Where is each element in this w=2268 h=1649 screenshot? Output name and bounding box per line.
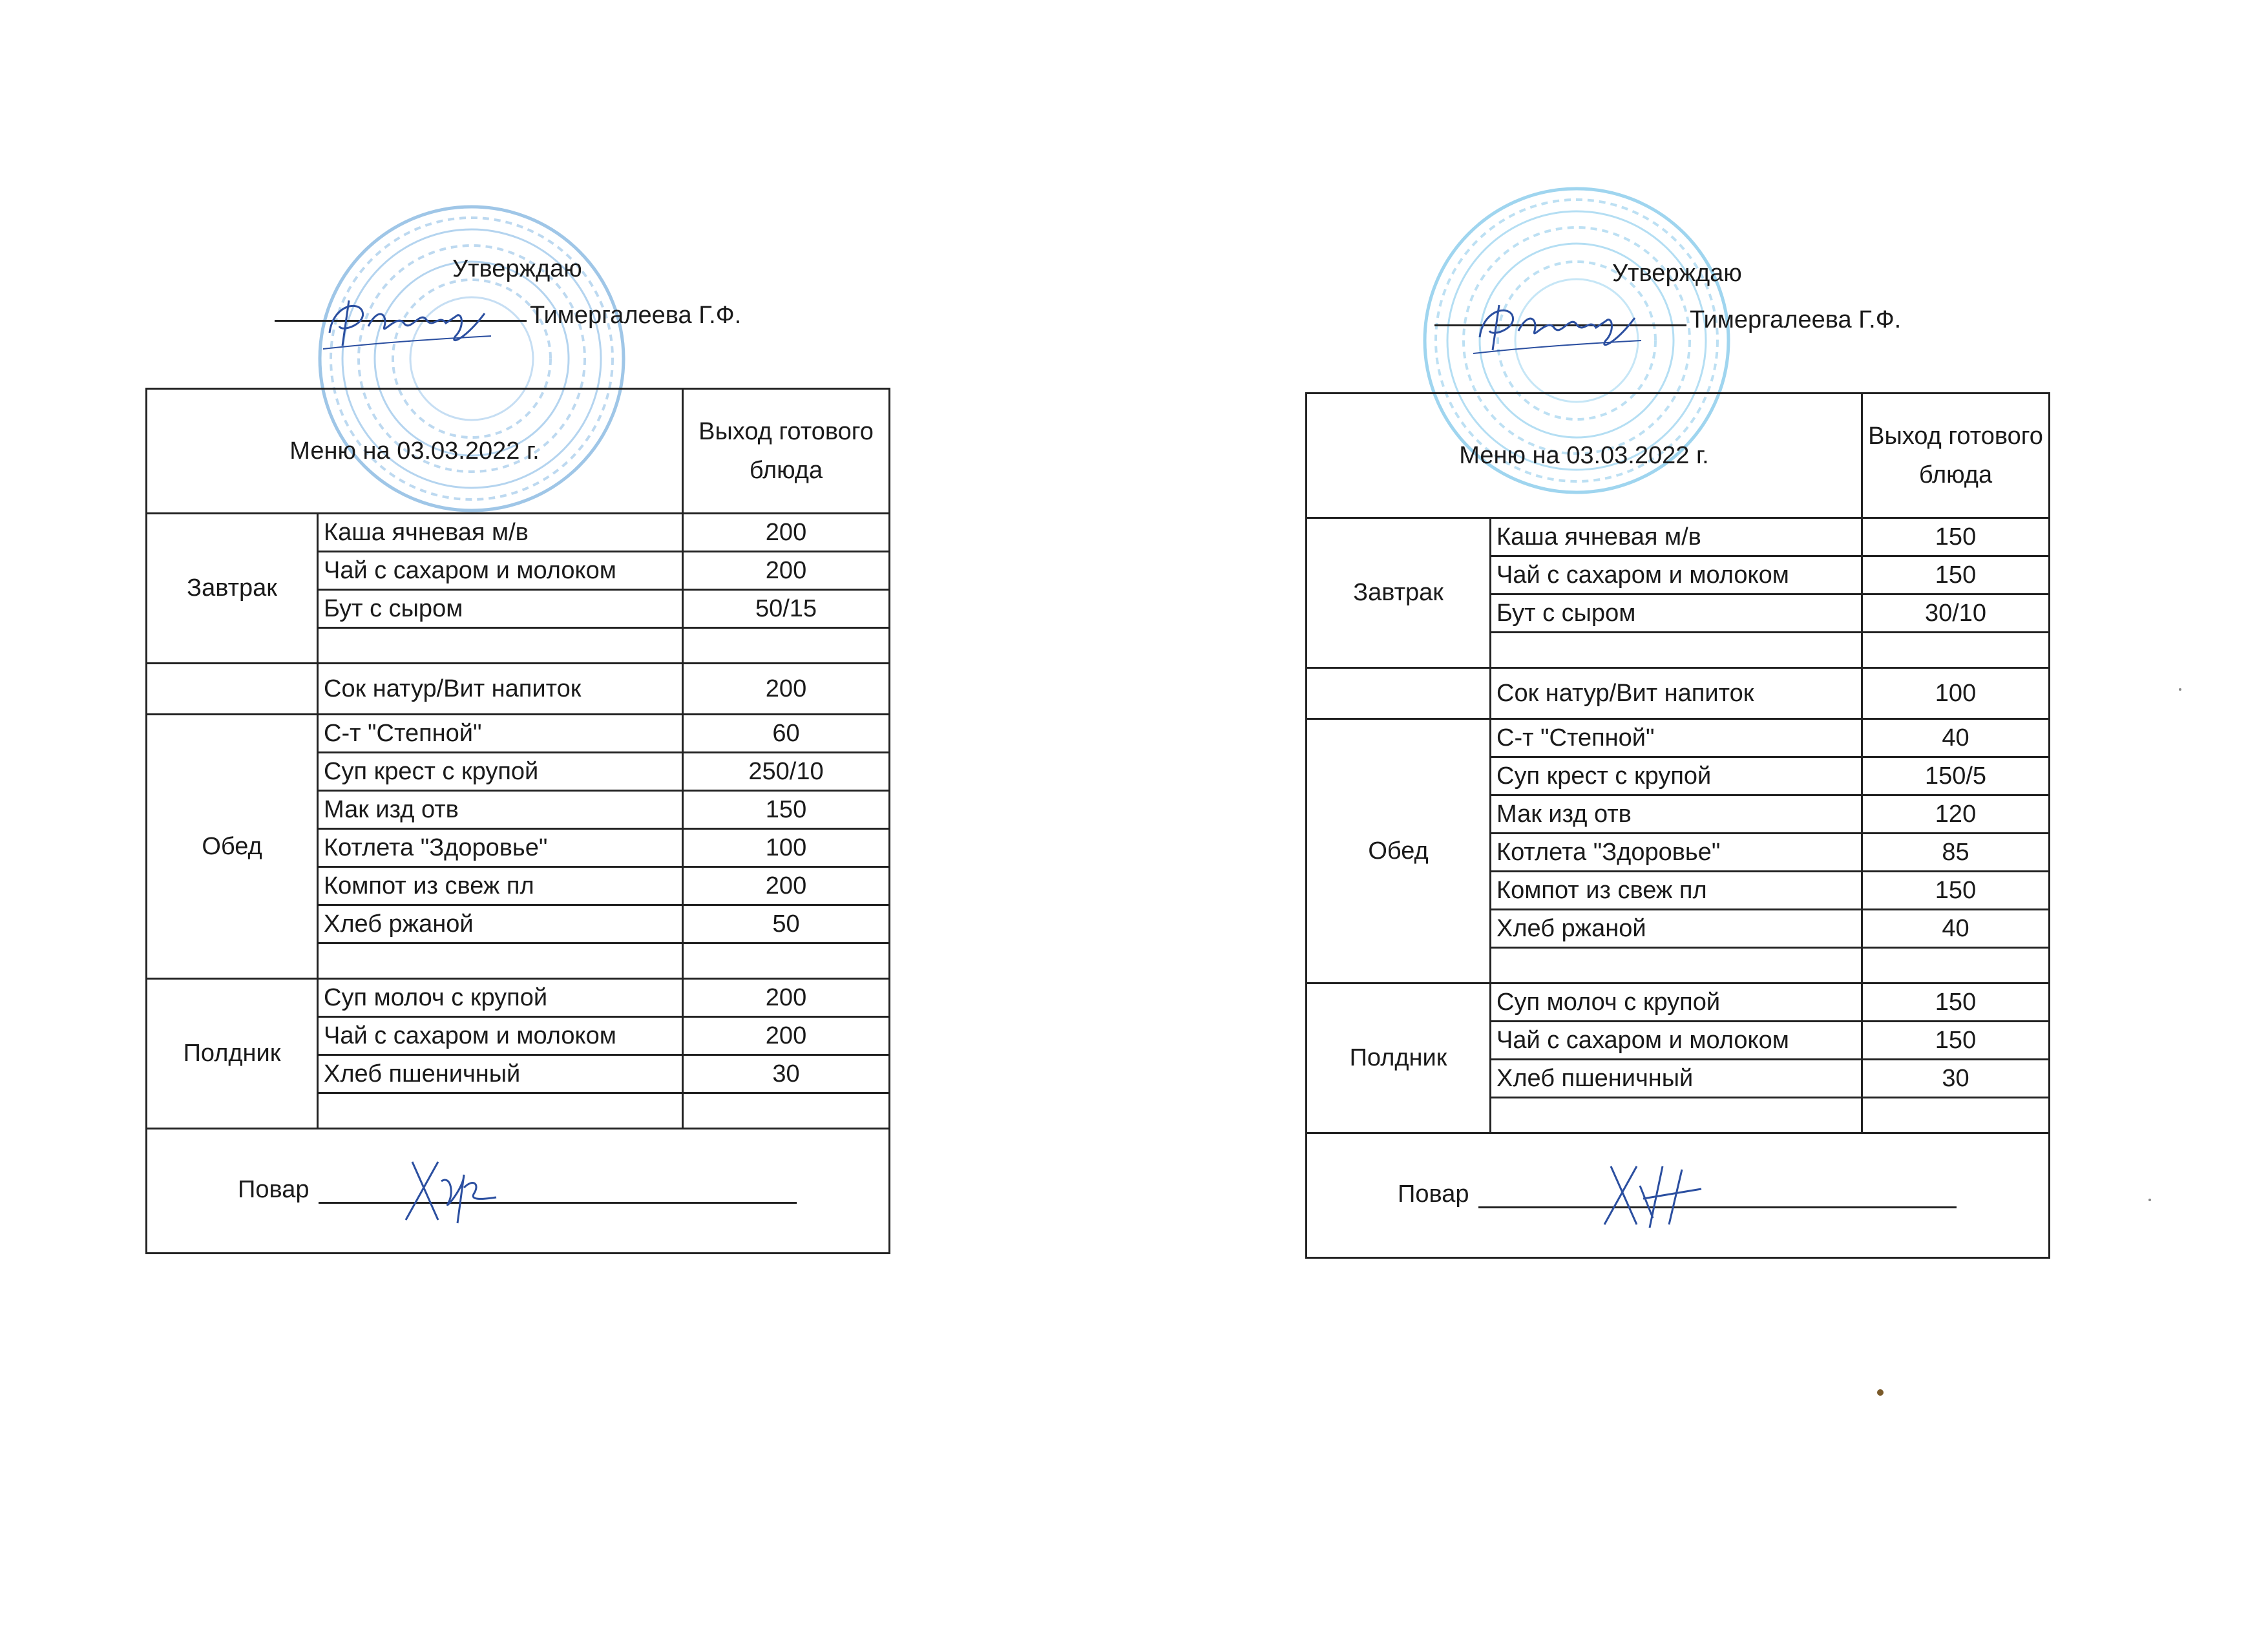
dish-name: Хлеб ржаной <box>318 905 683 943</box>
dish-name: Каша ячневая м/в <box>1491 518 1862 556</box>
approve-title: Утверждаю <box>1612 260 1742 287</box>
dish-name: Чай с сахаром и молоком <box>318 1017 683 1055</box>
dish-name: Чай с сахаром и молоком <box>1491 1022 1862 1060</box>
empty-cell <box>683 943 890 979</box>
approve-name: Тимергалеева Г.Ф. <box>1690 306 1902 333</box>
dish-name: Котлета "Здоровье" <box>1491 834 1862 872</box>
dish-name: Бут с сыром <box>318 590 683 628</box>
dish-yield: 50/15 <box>683 590 890 628</box>
dish-yield: 40 <box>1862 910 2050 948</box>
dish-yield: 150 <box>1862 518 2050 556</box>
empty-cell <box>318 1093 683 1129</box>
dish-yield: 150 <box>1862 556 2050 594</box>
empty-cell <box>318 943 683 979</box>
cook-label: Повар <box>238 1176 310 1203</box>
cook-signature <box>1591 1153 1721 1231</box>
dish-name: Сок натур/Вит напиток <box>1491 668 1862 719</box>
dish-yield: 200 <box>683 867 890 905</box>
dish-yield: 150/5 <box>1862 757 2050 795</box>
empty-cell <box>147 664 318 715</box>
table-header-row <box>147 389 890 514</box>
dish-yield: 50 <box>683 905 890 943</box>
empty-cell <box>683 1093 890 1129</box>
approver-signature <box>1467 292 1648 363</box>
dish-name: Котлета "Здоровье" <box>318 829 683 867</box>
cook-cell <box>1307 1133 2050 1258</box>
menu-date-header: Меню на 03.03.2022 г. <box>147 389 683 514</box>
dish-name: Каша ячневая м/в <box>318 514 683 552</box>
dish-yield: 200 <box>683 979 890 1017</box>
dish-yield: 250/10 <box>683 753 890 791</box>
cook-cell <box>147 1129 890 1254</box>
meal-label-afternoon: Полдник <box>1307 983 1491 1133</box>
meal-label-afternoon: Полдник <box>147 979 318 1129</box>
approve-name: Тимергалеева Г.Ф. <box>530 302 742 329</box>
dish-yield: 120 <box>1862 795 2050 834</box>
yield-header: Выход готового блюда <box>1862 394 2050 518</box>
dish-name: Чай с сахаром и молоком <box>318 552 683 590</box>
menu-table <box>1305 392 2050 1259</box>
menu-table <box>145 388 890 1254</box>
yield-header: Выход готового блюда <box>683 389 890 514</box>
empty-cell <box>1491 633 1862 668</box>
dish-yield: 200 <box>683 552 890 590</box>
empty-cell <box>1307 668 1491 719</box>
approver-signature <box>317 288 498 359</box>
dish-name: Хлеб пшеничный <box>1491 1060 1862 1098</box>
dish-yield: 200 <box>683 514 890 552</box>
meal-label-lunch: Обед <box>1307 719 1491 983</box>
table-row <box>1307 983 2050 1022</box>
scan-speck <box>2179 688 2181 691</box>
menu-date-header: Меню на 03.03.2022 г. <box>1307 394 1862 518</box>
dish-yield: 60 <box>683 715 890 753</box>
dish-name: Хлеб ржаной <box>1491 910 1862 948</box>
table-row <box>147 979 890 1017</box>
empty-cell <box>1862 1098 2050 1133</box>
meal-label-lunch: Обед <box>147 715 318 979</box>
cook-signature-line <box>319 1202 797 1204</box>
dish-name: Суп молоч с крупой <box>1491 983 1862 1022</box>
dish-name: Хлеб пшеничный <box>318 1055 683 1093</box>
empty-cell <box>1491 1098 1862 1133</box>
empty-cell <box>683 628 890 664</box>
table-row <box>1307 719 2050 757</box>
dish-name: Мак изд отв <box>1491 795 1862 834</box>
dish-name: Чай с сахаром и молоком <box>1491 556 1862 594</box>
table-footer-row <box>1307 1133 2050 1258</box>
table-row <box>1307 668 2050 719</box>
cook-label: Повар <box>1398 1181 1469 1208</box>
dish-name: Суп крест с крупой <box>1491 757 1862 795</box>
table-row <box>1307 518 2050 556</box>
table-footer-row <box>147 1129 890 1254</box>
dish-name: Сок натур/Вит напиток <box>318 664 683 715</box>
dish-yield: 30/10 <box>1862 594 2050 633</box>
dish-name: С-т "Степной" <box>1491 719 1862 757</box>
dish-yield: 30 <box>683 1055 890 1093</box>
dish-yield: 100 <box>1862 668 2050 719</box>
empty-cell <box>1862 633 2050 668</box>
table-row <box>147 715 890 753</box>
dish-name: Компот из свеж пл <box>1491 872 1862 910</box>
dish-yield: 40 <box>1862 719 2050 757</box>
dish-name: Мак изд отв <box>318 791 683 829</box>
dish-name: Суп крест с крупой <box>318 753 683 791</box>
meal-label-breakfast: Завтрак <box>1307 518 1491 668</box>
dish-yield: 150 <box>1862 872 2050 910</box>
scan-speck <box>1877 1389 1884 1396</box>
dish-yield: 150 <box>683 791 890 829</box>
cook-signature <box>393 1149 522 1226</box>
empty-cell <box>1862 948 2050 983</box>
dish-name: Суп молоч с крупой <box>318 979 683 1017</box>
empty-cell <box>1491 948 1862 983</box>
dish-name: С-т "Степной" <box>318 715 683 753</box>
scan-speck <box>2148 1199 2151 1201</box>
table-row <box>147 664 890 715</box>
approve-title: Утверждаю <box>452 255 582 282</box>
dish-yield: 200 <box>683 664 890 715</box>
dish-yield: 30 <box>1862 1060 2050 1098</box>
meal-label-breakfast: Завтрак <box>147 514 318 664</box>
dish-name: Бут с сыром <box>1491 594 1862 633</box>
dish-name: Компот из свеж пл <box>318 867 683 905</box>
dish-yield: 100 <box>683 829 890 867</box>
table-header-row <box>1307 394 2050 518</box>
dish-yield: 150 <box>1862 983 2050 1022</box>
dish-yield: 200 <box>683 1017 890 1055</box>
empty-cell <box>318 628 683 664</box>
table-row <box>147 514 890 552</box>
dish-yield: 150 <box>1862 1022 2050 1060</box>
dish-yield: 85 <box>1862 834 2050 872</box>
